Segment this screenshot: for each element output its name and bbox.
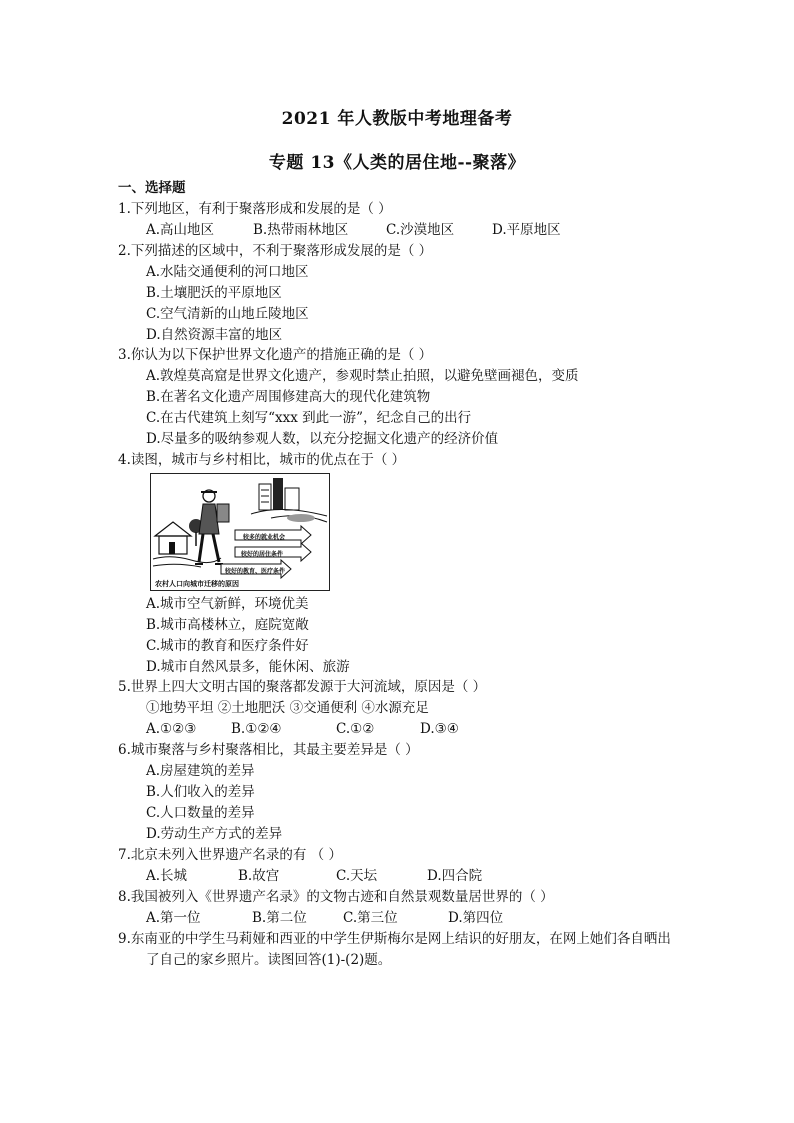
question-7-option-a: A.长城 [146,868,188,884]
question-4-stem: 4.读图，城市与乡村相比，城市的优点在于（ ） [118,452,406,468]
question-2-option-a: A.水陆交通便利的河口地区 [146,264,309,280]
question-8-option-a: A.第一位 [146,910,201,926]
question-1-option-c: C.沙漠地区 [386,222,455,238]
question-4-option-a: A.城市空气新鲜，环境优美 [146,596,309,612]
question-2-option-b: B.土壤肥沃的平原地区 [146,285,282,301]
question-2-option-c: C.空气清新的山地丘陵地区 [146,306,309,322]
question-3-option-d: D.尽量多的吸纳参观人数，以充分挖掘文化遗产的经济价值 [146,431,499,447]
question-5-note: ①地势平坦 ②土地肥沃 ③交通便利 ④水源充足 [146,700,429,716]
question-6-option-a: A.房屋建筑的差异 [146,763,255,779]
question-6-stem: 6.城市聚落与乡村聚落相比，其最主要差异是（ ） [118,742,419,758]
question-2-stem: 2.下列描述的区域中，不利于聚落形成发展的是（ ） [118,243,433,259]
figure-arrow-label-1: 较多的就业机会 [243,534,286,541]
question-8-option-d: D.第四位 [448,910,504,926]
figure-caption: 农村人口向城市迁移的原因 [155,580,239,588]
question-1-option-d: D.平原地区 [492,222,561,238]
question-5-option-b: B.①②④ [231,721,282,737]
question-3-option-b: B.在著名文化遗产周围修建高大的现代化建筑物 [146,389,431,405]
question-7-stem: 7.北京未列入世界遗产名录的有 （ ） [118,847,342,863]
question-5-option-a: A.①②③ [146,721,197,737]
figure-arrow-label-3: 较好的教育、医疗条件 [225,568,286,575]
question-1-option-a: A.高山地区 [146,222,215,238]
question-8-stem: 8.我国被列入《世界遗产名录》的文物古迹和自然景观数量居世界的（ ） [118,889,554,905]
question-9-stem-continued: 了自己的家乡照片。读图回答(1)-(2)题。 [146,952,392,968]
question-7-option-c: C.天坛 [336,868,378,884]
question-1-stem: 1.下列地区，有利于聚落形成和发展的是（ ） [118,201,392,217]
question-6-option-b: B.人们收入的差异 [146,784,255,800]
page-title: 2021 年人教版中考地理备考 [281,109,513,129]
question-6-option-d: D.劳动生产方式的差异 [146,826,283,842]
page-subtitle: 专题 13《人类的居住地--聚落》 [268,153,526,173]
question-3-stem: 3.你认为以下保护世界文化遗产的措施正确的是（ ） [118,347,433,363]
question-9-stem: 9.东南亚的中学生马莉娅和西亚的中学生伊斯梅尔是网上结识的好朋友，在网上她们各自晒出 [118,931,671,947]
question-3-option-a: A.敦煌莫高窟是世界文化遗产，参观时禁止拍照，以避免壁画褪色，变质 [146,368,579,384]
question-8-option-c: C.第三位 [343,910,398,926]
question-4-option-c: C.城市的教育和医疗条件好 [146,638,309,654]
question-4-option-d: D.城市自然风景多，能休闲、旅游 [146,659,350,675]
question-5-stem: 5.世界上四大文明古国的聚落都发源于大河流域，原因是（ ） [118,679,487,695]
question-3-option-c: C.在古代建筑上刻写“xxx 到此一游”，纪念自己的出行 [146,410,472,426]
question-5-option-c: C.①② [336,721,375,737]
question-8-option-b: B.第二位 [252,910,307,926]
figure-arrow-label-2: 较好的居住条件 [241,551,284,558]
question-2-option-d: D.自然资源丰富的地区 [146,327,283,343]
question-7-option-b: B.故宫 [238,868,280,884]
section-heading: 一、选择题 [118,180,186,196]
migration-illustration [150,473,330,591]
question-7-option-d: D.四合院 [427,868,483,884]
question-6-option-c: C.人口数量的差异 [146,805,255,821]
question-1-option-b: B.热带雨林地区 [253,222,349,238]
question-5-option-d: D.③④ [420,721,459,737]
question-4-option-b: B.城市高楼林立，庭院宽敞 [146,617,309,633]
